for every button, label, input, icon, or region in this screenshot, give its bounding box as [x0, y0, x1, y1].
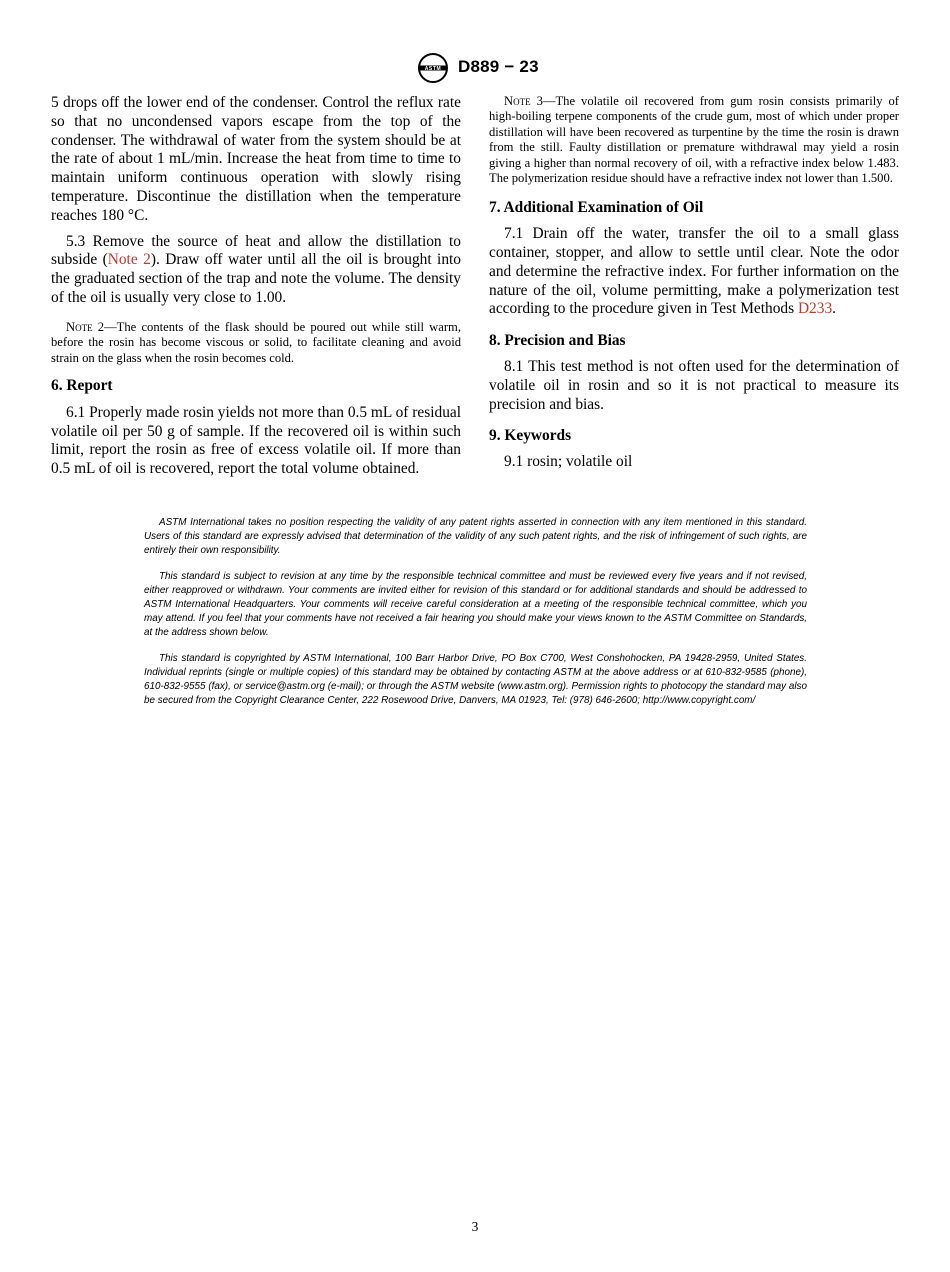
astm-logo — [415, 52, 451, 84]
note-2-link[interactable]: Note 2 — [107, 251, 151, 269]
section-8-heading: 8. Precision and Bias — [489, 332, 626, 350]
paragraph-6-1: 6.1 Properly made rosin yields not more than 0.5 mL of residual volatile oil per 50 g of sample. If the recovered oil is within such limit, report the rosin as free of excess volatile oil. If more than 0.5 mL of oil is recovered, report the total volume obtained. — [51, 403, 461, 478]
paragraph-9-1: 9.1 rosin; volatile oil — [504, 453, 633, 471]
svg-text:ASTM: ASTM — [424, 65, 442, 72]
paragraph-5-2-continued: 5 drops off the lower end of the condenser. Control the reflux rate so that no uncondensed vapors escape from the top of the condenser. The withdrawal of water from the system should be at the rate of about 1 mL/min. Increase the heat from time to time to maintain uniform continuous operation with slowly rising temperature. Discontinue the distillation when the temperature reaches 180 °C. — [51, 94, 461, 224]
right-column — [489, 94, 899, 472]
footer-patent-notice: ASTM International takes no position respecting the validity of any patent rights asserted in connection with any item mentioned in this standard. Users of this standard are expressly advised that determination of the validity of any such patent rights, and the risk of infringement of such rights, are entirely their own responsibility. — [144, 517, 807, 556]
page-number: 3 — [471, 1219, 479, 1234]
footer-copyright-notice: This standard is copyrighted by ASTM International, 100 Barr Harbor Drive, PO Box C700, West Conshohocken, PA 19428-2959, United States. Individual reprints (single or multiple copies) of this standard may be obtained by contacting ASTM at the above address or at 610-832-9585 (phone), 610-832-9555 (fax), or service@astm.org (e-mail); or through the ASTM website (www.astm.org). Permission rights to photocopy the standard may also be secured from the Copyright Clearance Center, 222 Rosewood Drive, Danvers, MA 01923, Tel: (978) 646-2600; http://www.copyright.com/ — [144, 653, 807, 706]
note-2: Note 2—The contents of the flask should be poured out while still warm, before the rosin has become viscous or solid, to facilitate cleaning and avoid strain on the glass when the rosin becomes cold. — [51, 319, 461, 365]
paragraph-8-1: 8.1 This test method is not often used for the determination of volatile oil in rosin and so it is not practical to measure its precision and bias. — [489, 358, 899, 413]
footer-revision-notice: This standard is subject to revision at any time by the responsible technical committee and must be reviewed every five years and if not revised, either reapproved or withdrawn. Your comments are invited either for revision of this standard or for additional standards and should be addressed to ASTM International Headquarters. Your comments will receive careful consideration at a meeting of the responsible technical committee, which you may attend. If you feel that your comments have not received a fair hearing you should make your views known to the ASTM Committee on Standards, at the address shown below. — [144, 571, 807, 638]
paragraph-5-3: 5.3 Remove the source of heat and allow the distillation to subside (Note 2). Draw off water until all the oil is brought into the graduated section of the trap and note the volume. The density of the oil is usually very close to 1.00. — [51, 232, 461, 306]
section-9-heading: 9. Keywords — [489, 427, 572, 445]
note-3: Note 3—The volatile oil recovered from gum rosin consists primarily of high-boiling terpene components of the crude gum, most of which under proper distillation will have been recovered as turpentine by the time the rosin is drawn from the still. Faulty distillation or premature withdrawal may yield a rosin giving a higher than normal recovery of oil, with a refractive index below 1.483. The polymerization residue should have a refractive index not lower than 1.500. — [489, 94, 899, 186]
legal-footer — [144, 516, 807, 708]
paragraph-7-1: 7.1 Drain off the water, transfer the oil to a small glass container, stopper, and allow to settle until clear. Note the odor and determine the refractive index. For further information on the nature of the oil, volume permitting, make a polymerization test according to the procedure given in Test Methods D233. — [489, 225, 899, 318]
section-7-heading: 7. Additional Examination of Oil — [489, 199, 704, 217]
left-column — [51, 94, 461, 479]
page-header — [0, 52, 950, 88]
section-6-heading: 6. Report — [51, 376, 113, 394]
d233-link[interactable]: D233 — [797, 300, 833, 318]
document-id: D889 − 23 — [458, 57, 539, 76]
